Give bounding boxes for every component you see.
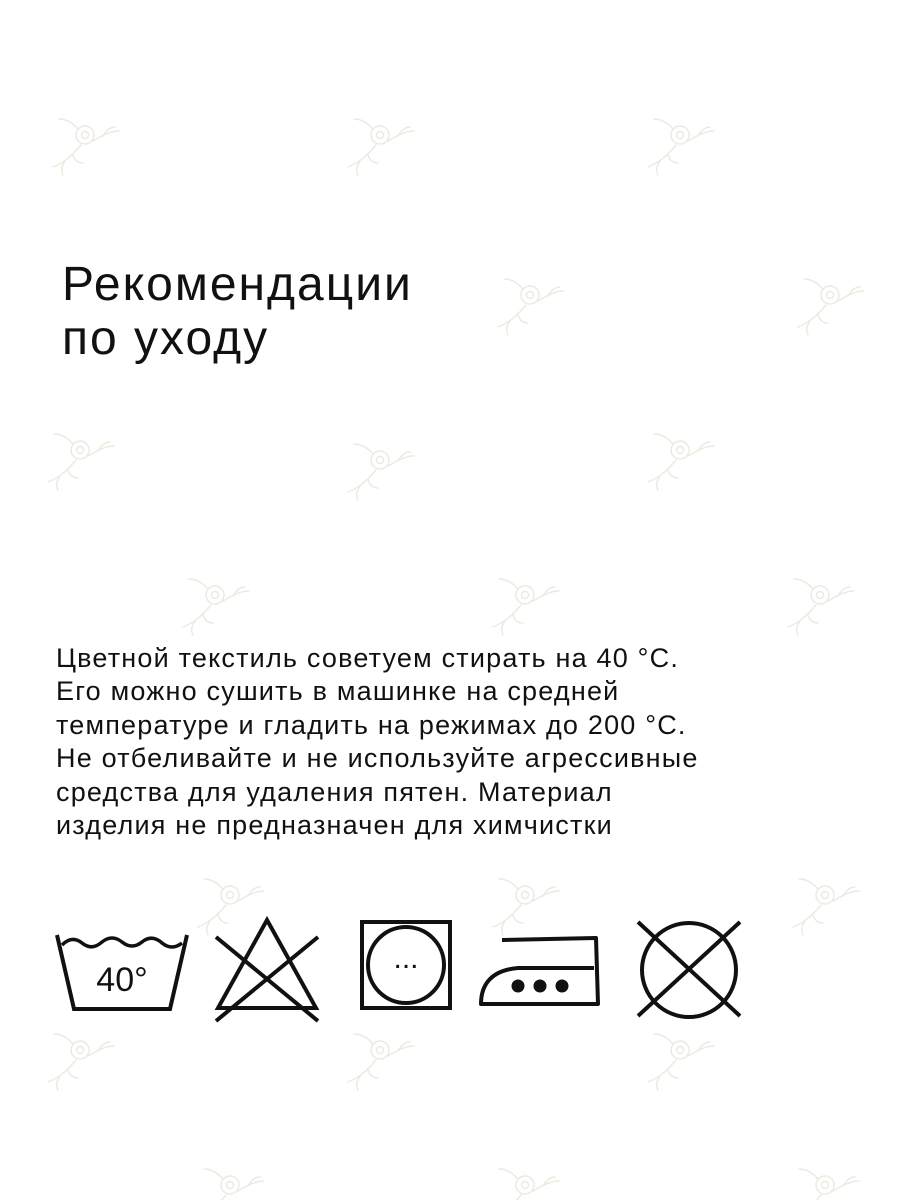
care-description-line: Цветной текстиль советуем стирать на 40 °С. [56, 643, 680, 673]
no-dry-clean-icon [632, 920, 746, 1020]
no-bleach-icon [212, 915, 322, 1025]
tumble-dry-dots: ... [393, 942, 419, 975]
care-description [56, 642, 856, 842]
care-description-line: средства для удаления пятен. Материал [56, 776, 613, 807]
care-description-line: изделия не предназначен для химчистки [56, 810, 613, 841]
iron-high-icon [478, 932, 602, 1008]
page-title-line-1: Рекомендации [62, 258, 413, 311]
care-description-line: Его можно сушить в машинке на средней [56, 676, 620, 707]
page-title [62, 258, 413, 366]
care-description-line: температуре и гладить на режимах до 200 °С. [56, 709, 687, 740]
care-symbols-row [0, 900, 900, 1040]
wash-40-icon [52, 925, 192, 1015]
wash-temperature-label: 40° [96, 961, 148, 999]
care-description-line: Не отбеливайте и не используйте агрессивные [56, 743, 699, 774]
page-title-line-2: по уходу [62, 312, 270, 365]
tumble-dry-medium-icon [360, 920, 452, 1010]
